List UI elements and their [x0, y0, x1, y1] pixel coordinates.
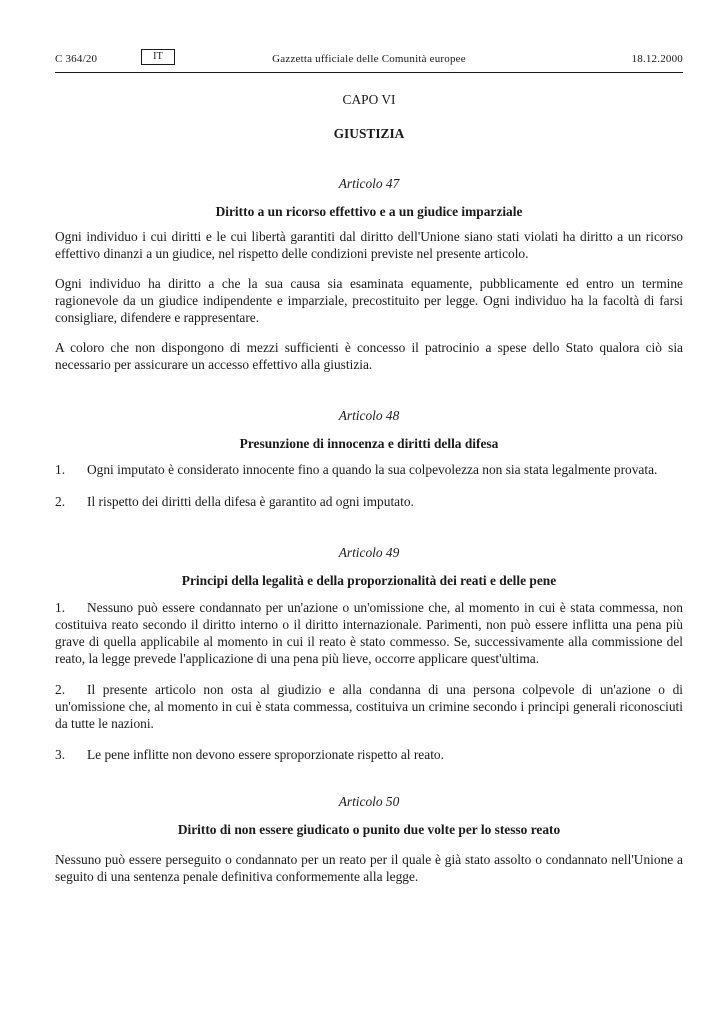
- document-page: [55, 0, 683, 1030]
- header-rule: [55, 72, 683, 73]
- document-body: [55, 91, 683, 885]
- issue-reference: C 364/20: [55, 53, 98, 65]
- article-number: Articolo 48: [338, 408, 400, 423]
- chapter-title: GIUSTIZIA: [333, 126, 405, 141]
- article-paragraph: Ogni individuo i cui diritti e le cui libertà garantiti dal diritto dell'Unione siano stati violati ha diritto a un ricorso effettivo dinanzi a un giudice, nel rispetto delle condizioni previste nel presente articolo.: [55, 229, 683, 261]
- chapter-label: CAPO VI: [342, 92, 396, 107]
- paragraph-number: 1.: [55, 462, 66, 477]
- article-number: Articolo 49: [338, 545, 400, 560]
- article-paragraph: 3. Le pene inflitte non devono essere sproporzionate rispetto al reato.: [55, 747, 444, 762]
- paragraph-number: 2.: [55, 494, 66, 509]
- journal-title: Gazzetta ufficiale delle Comunità europee: [272, 53, 466, 65]
- article-paragraph: 2. Il presente articolo non osta al giudizio e alla condanna di una persona colpevole di un'azione o di un'omissione che, al momento in cui è stata commessa, costituiva un crimine secondo i principi generali riconosciuti da tutte le nazioni.: [55, 682, 683, 731]
- article-paragraph: Ogni individuo ha diritto a che la sua causa sia esaminata equamente, pubblicamente ed entro un termine ragionevole da un giudice indipendente e imparziale, precostituito per legge. Ogni individuo ha la facoltà di farsi consigliare, difendere e rappresentare.: [55, 276, 683, 325]
- paragraph-number: 3.: [55, 747, 66, 762]
- article-number: Articolo 50: [338, 794, 400, 809]
- article-title: Diritto a un ricorso effettivo e a un giudice imparziale: [215, 204, 523, 219]
- article-paragraph: 2. Il rispetto dei diritti della difesa è garantito ad ogni imputato.: [55, 494, 414, 509]
- paragraph-number: 1.: [55, 600, 66, 615]
- article-title: Diritto di non essere giudicato o punito due volte per lo stesso reato: [177, 822, 561, 837]
- article-paragraph: 1. Ogni imputato è considerato innocente fino a quando la sua colpevolezza non sia stata legalmente provata.: [55, 462, 658, 477]
- article-paragraph: Nessuno può essere perseguito o condannato per un reato per il quale è già stato assolto o condannato nell'Unione a seguito di una sentenza penale definitiva conformemente alla legge.: [55, 852, 683, 884]
- article-title: Presunzione di innocenza e diritti della difesa: [239, 436, 499, 451]
- article-paragraph: A coloro che non dispongono di mezzi sufficienti è concesso il patrocinio a spese dello Stato qualora ciò sia necessario per assicurare un accesso effettivo alla giustizia.: [55, 340, 683, 372]
- article-title: Principi della legalità e della proporzionalità dei reati e delle pene: [181, 573, 557, 588]
- article-paragraph: 1. Nessuno può essere condannato per un'azione o un'omissione che, al momento in cui è stata commessa, non costituiva reato secondo il diritto interno o il diritto internazionale. Parimenti, non può essere inflitta una pena più grave di quella applicabile al momento in cui il reato è stato commesso. Se, successivamente alla commissione del reato, la legge prevede l'applicazione di una pena più lieve, occorre applicare quest'ultima.: [55, 600, 683, 666]
- publication-date: 18.12.2000: [631, 53, 683, 65]
- journal-header: [55, 49, 683, 73]
- article-number: Articolo 47: [338, 176, 400, 191]
- paragraph-number: 2.: [55, 682, 66, 697]
- language-code-box: IT: [141, 49, 175, 65]
